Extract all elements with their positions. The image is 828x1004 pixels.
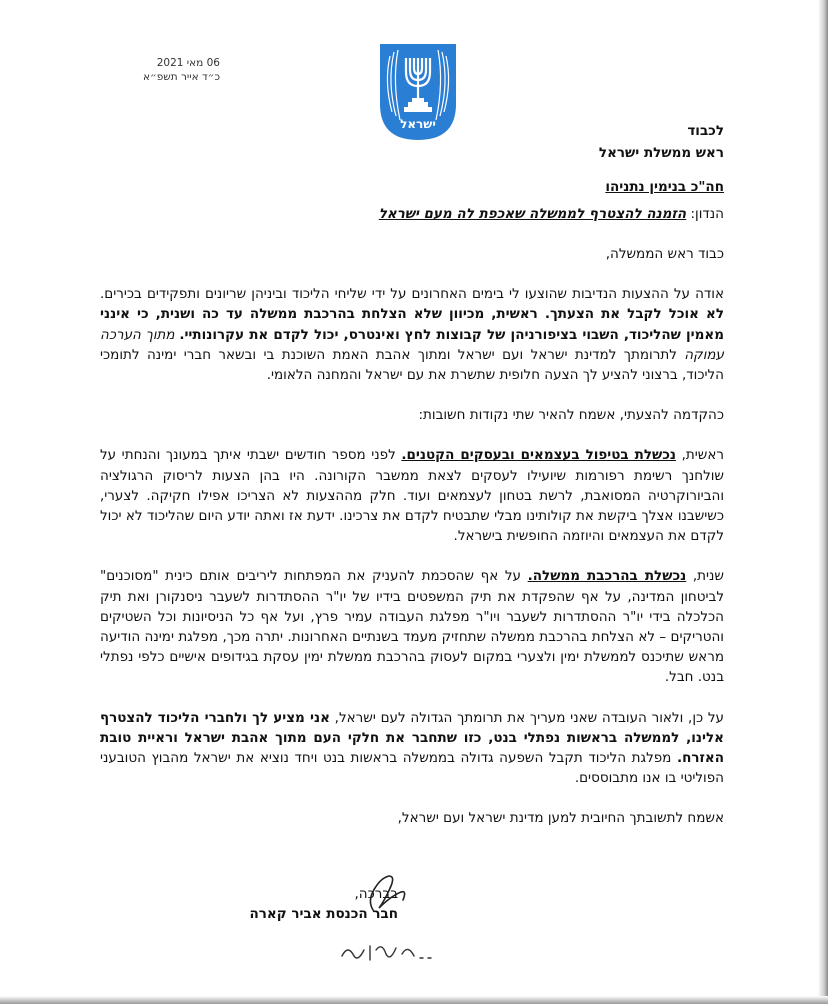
paragraph-first-point <box>100 445 724 546</box>
para4-lead: שנית, <box>692 568 724 585</box>
para5-text: מפלגת הליכוד תקבל השפעה גדולה בממשלה בראשות בנט ויחד נוציא את ישראל מהבוץ הטובעני הפוליטי בו אנו מתבוססים. <box>100 750 724 787</box>
recipient-block <box>599 120 724 198</box>
subject-title: הזמנה להצטרף לממשלה שאכפת לה מעם ישראל <box>378 206 687 222</box>
para1-text-end: לתרומתך למדינת ישראל ועם ישראל ומתוך אהבת האמת השוכנת בי ובשאר חברי ימינה לתומכי הליכוד, ברצוני להציע לך הצעה חלופית שתשרת את עם ישראל והמחנה הלאומי. <box>100 346 724 384</box>
recipient-line1: לכבוד <box>687 123 724 139</box>
letter-date <box>100 56 220 84</box>
para5-bold: אני מציע לך ולחברי הליכוד להצטרף אלינו, לממשלה בראשות נפתלי בנט, כזו שתחבר את חלקי העם מתוך אהבת ישראל וראיית טובת האזרח. <box>100 709 724 767</box>
para1-italic: מתוך הערכה עמוקה <box>100 326 724 363</box>
para3-lead: ראשית, <box>681 447 724 464</box>
para4-text: על אף שהסכמת להעניק את המפתחות ליריבים אותם כינית "מסוכנים" לביטחון המדינה, על אף שהפקדת את תיק המשפטים בידיו של יו"ר ההסתדרות לשעבר ניסנקורן ואת תיק הכלכלה בידי יו"ר ההסתדרות לשעבר ויו"ר מפלגת העבודה עמיר פרץ, ועל אף כל הניסיונות וכל השטיקים והטריקים – לא הצלחת בהרכבת ממשלה שתחזיק מעמד בשנתיים האחרונות. יתרה מכך, מפלגת ימינה הודיעה מראש שתיכנס לממשלת ימין ולצערי במקום לעסוק בהרכבת ממשלת ימין עסקת בגידופים אישיים כלפי נפתלי בנט. חבל. <box>100 568 724 686</box>
closing-line: אשמח לתשובתך החיובית למען מדינת ישראל ועם ישראל, <box>397 810 724 827</box>
para4-emphasis: נכשלת בהרכבת ממשלה. <box>527 568 687 585</box>
paragraph-offer <box>100 284 724 385</box>
state-emblem-icon <box>378 42 458 142</box>
para1-bold: לא אוכל לקבל את הצעתך. ראשית, מכיוון שלא הצלחת בהרכבת ממשלה עד כה ושנית, כי אינני מאמין שהליכוד, השבוי בציפורניהן של קבוצות לחץ ואינטרס, יכול לקדם את עקרונותיי. <box>100 306 724 343</box>
recipient-line2: ראש ממשלת ישראל <box>598 145 724 161</box>
para3-emphasis: נכשלת בטיפול בעצמאים ובעסקים הקטנים. <box>401 447 677 464</box>
scan-bottom-shadow <box>0 996 828 1004</box>
regards: בברכה, <box>354 886 398 902</box>
paragraph-intro: כהקדמה להצעתי, אשמח להאיר שתי נקודות חשובות: <box>418 407 724 424</box>
scan-edge-shadow <box>818 0 828 1004</box>
handwritten-name-icon <box>336 936 436 966</box>
subject-line <box>379 206 724 222</box>
letter-body <box>100 244 724 849</box>
paragraph-second-point <box>100 566 724 687</box>
recipient-name: חה"כ בנימין נתניהו <box>605 179 724 195</box>
para1-text: אודה על ההצעות הנדיבות שהוצעו לי בימים האחרונים על ידי שליחי הליכוד וביניהן שריונים ותפקידים בכירים. <box>100 286 724 303</box>
para5-lead: על כן, ולאור העובדה שאני מעריך את תרומתך הגדולה לעם ישראל, <box>334 709 725 726</box>
handwritten-signature-icon <box>345 870 425 918</box>
gregorian-date: 06 מאי 2021 <box>156 57 220 69</box>
paragraph-proposal <box>100 708 724 789</box>
para3-text: לפני מספר חודשים ישבתי איתך במעונך והנחתי על שולחנך רשימת רפורמות שיועילו לעסקים לצאת ממשבר הקורונה. היו בהן הצעות לריסוק הרגולציה והביורוקרטיה המסואבת, לרשת בטחון לעצמאים ועוד. חלק מההצעות לא הצריכו אפילו חקיקה. לצערי, כשישבנו אצלך ביקשת את קולותינו מבלי שתבטיח לקדם את צרכינו. ידעת אז ואתה יודע היום שהליכוד לא יכול לקדם את העצמאים והיוזמה החופשית בישראל. <box>100 447 724 545</box>
salutation: כבוד ראש הממשלה, <box>605 246 724 262</box>
signer-name: חבר הכנסת אביר קארה <box>249 906 398 922</box>
hebrew-date: כ״ד אייר תשפ״א <box>142 71 220 83</box>
subject-label: הנדון: <box>690 206 724 222</box>
emblem-inscription: ישראל <box>400 117 436 131</box>
